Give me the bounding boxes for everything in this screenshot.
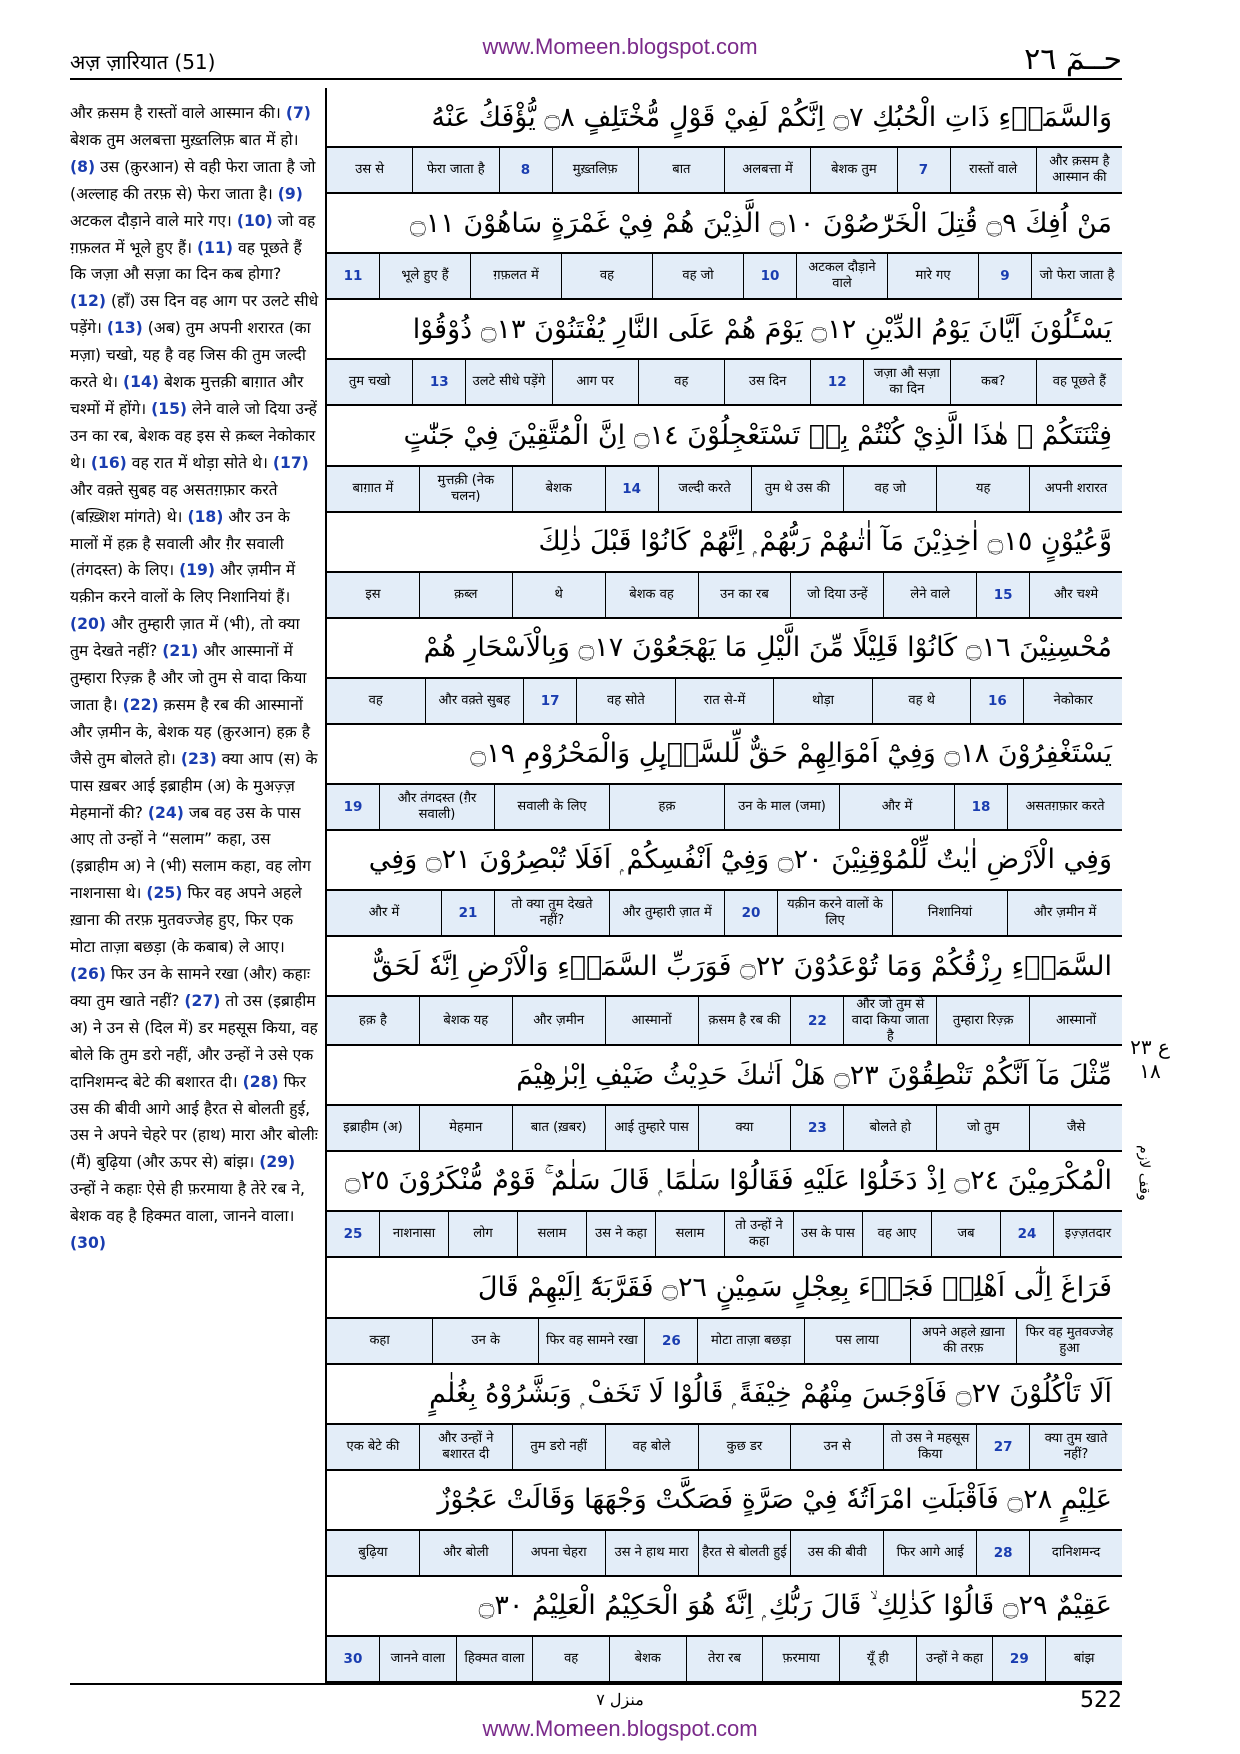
arabic-line (327, 619, 1122, 679)
word-cell: आई तुम्हारे पास (605, 1106, 698, 1150)
translation-text: और तुम्हारी ज़ात में (भी), तो क्या तुम देखते नहीं? (70, 615, 300, 661)
word-by-word-table (327, 88, 1122, 1683)
word-cell: बाग़ात में (352, 480, 394, 496)
arabic-line (327, 1152, 1122, 1212)
verse-number-cell: 16 (970, 679, 1023, 723)
word-cell: और में (368, 905, 400, 921)
word-cell: जैसे (1029, 1106, 1122, 1150)
word-cell: हक़ है (358, 1012, 387, 1028)
translation-text: (हाँ) उस दिन वह आग पर उलटे सीधे पड़ेंगे। (70, 292, 319, 338)
word-cell: हैरत से बोलती हुई (698, 1531, 791, 1575)
verse-number-cell: 10 (743, 254, 796, 298)
translation-column (70, 100, 320, 1680)
word-cell: बेशक यह (419, 997, 512, 1044)
word-cell: मुख़्तलिफ़ (552, 148, 638, 192)
word-cell: जब (931, 1212, 1000, 1256)
manzil-label: منزل ٧ (596, 1690, 644, 1709)
word-cell: यूँ ही (839, 1637, 916, 1681)
word-cell: वह पूछते हैं (1036, 360, 1122, 404)
word-cell: अपनी शरारत (1029, 467, 1122, 511)
word-cell: तुम्हारा रिज़्क़ (936, 997, 1029, 1044)
translation-text: फिर उस की बीवी आगे आई हैरत से बोलती हुई, उस ने अपने चेहरे पर (हाथ) मारा और बोलीः (मैं) बुढ़िया (और ऊपर से) बांझ। (70, 1072, 318, 1172)
arabic-line (327, 513, 1122, 573)
verse-number: (8) (70, 157, 96, 176)
word-cell: फिर वह मुतवज्जेह हुआ (1016, 1319, 1122, 1363)
word-cell: और ज़मीन में (1007, 891, 1122, 935)
word-cell: हिक्मत वाला (456, 1637, 533, 1681)
translation-text: और उन के मालों में हक़ है सवाली और ग़ैर सवाली (तंगदस्त) के लिए। (70, 507, 290, 580)
word-cell: पस लाया (804, 1319, 910, 1363)
word-cell: निशानियां (892, 891, 1007, 935)
verse-number-cell: 9 (978, 254, 1031, 298)
word-cell: आस्मानों (605, 997, 698, 1044)
translation-text: उस (क़ुरआन) से वही फेरा जाता है जो (अल्लाह की तरफ़ से) फेरा जाता है। (70, 157, 316, 203)
word-cell: वह (638, 360, 724, 404)
word-cell: इब्राहीम (अ) (343, 1120, 403, 1136)
arabic-line (327, 1471, 1122, 1531)
word-translation-row (327, 360, 1122, 406)
word-cell: बात (638, 148, 724, 192)
word-cell: रात से-में (675, 679, 774, 723)
translation-verse (70, 1180, 305, 1252)
word-cell: मोटा ताज़ा बछड़ा (697, 1319, 803, 1363)
word-cell: उन का रब (698, 573, 791, 617)
ruku-label: ع ٢٣ (1130, 1035, 1170, 1059)
word-cell: तो क्या तुम देखते नहीं? (494, 891, 609, 935)
verse-number: (7) (285, 104, 311, 122)
verse-number: (9) (277, 184, 303, 203)
word-cell: दानिशमन्द (1029, 1531, 1122, 1575)
translation-text: उन्हों ने कहाः ऐसे ही फ़रमाया है तेरे रब ने, बेशक वह है हिक्मत वाला, जानने वाला। (70, 1180, 306, 1226)
word-translation-row (327, 148, 1122, 194)
site-url-bottom[interactable]: www.Momeen.blogspot.com (482, 1716, 758, 1741)
arabic-line (327, 300, 1122, 360)
word-translation-row (327, 467, 1122, 513)
page-number: 522 (1080, 1688, 1122, 1713)
word-cell: और में (839, 785, 954, 829)
translation-text: फिर वह अपने अहले ख़ाना की तरफ़ मुतवज्जेह हुए, फिर एक मोटा ताज़ा बछड़ा (के कबाब) ले आए। (70, 884, 302, 957)
arabic-text: وَفِي الْاَرْضِ اٰيٰتٌ لِّلْمُوْقِنِيْنَ ۝٢٠ وَفِيْٓ اَنْفُسِكُمْ ۭ اَفَلَا تُبْصِرُوْنَ ۝٢١ وَفِي (368, 844, 1112, 876)
arabic-line (327, 1258, 1122, 1318)
word-cell: नाशनासा (379, 1212, 448, 1256)
translation-text: जो वह ग़फ़लत में भूले हुए हैं। (70, 211, 316, 257)
word-cell: उस की बीवी (790, 1531, 883, 1575)
word-cell: वह आए (862, 1212, 931, 1256)
verse-number: (16) (90, 453, 127, 472)
word-cell: अलबत्ता में (724, 148, 810, 192)
verse-number: (26) (70, 965, 106, 983)
arabic-line (327, 1577, 1122, 1637)
word-cell: अपने अहले ख़ाना की तरफ़ (910, 1319, 1016, 1363)
translation-text: क्या आप (स) के पास ख़बर आई इब्राहीम (अ) के मुअज़्ज़ मेहमानों की? (70, 749, 318, 822)
word-cell: और तंगदस्त (ग़ैर सवाली) (379, 785, 494, 829)
verse-number-cell: 11 (343, 268, 363, 285)
word-cell: एक बेटे की (346, 1438, 400, 1454)
word-cell: और ज़मीन (512, 997, 605, 1044)
word-cell: तुम डरो नहीं (512, 1425, 605, 1469)
word-cell: वह (561, 254, 652, 298)
verse-number-cell: 7 (897, 148, 950, 192)
word-translation-row (327, 679, 1122, 725)
word-translation-row (327, 573, 1122, 619)
word-cell: जज़ा औ सज़ा का दिन (863, 360, 949, 404)
word-cell: वह थे (872, 679, 971, 723)
word-cell: उन के माल (जमा) (724, 785, 839, 829)
arabic-text: عَقِيْمٌ ۝٢٩ قَالُوْا كَذٰلِكِ ۙ قَالَ رَبُّكِ ۭ اِنَّهٗ هُوَ الْحَكِيْمُ الْعَلِيْمُ ۝٣٠ (478, 1589, 1112, 1621)
arabic-line (327, 831, 1122, 891)
verse-number: (25) (146, 884, 183, 903)
arabic-line (327, 725, 1122, 785)
verse-number-cell: 14 (605, 467, 658, 511)
word-cell: सलाम (655, 1212, 724, 1256)
arabic-text: السَّمَاۗءِ رِزْقُكُمْ وَمَا تُوْعَدُوْنَ ۝٢٢ فَوَرَبِّ السَّمَاۗءِ وَالْاَرْضِ اِنَّهٗ لَحَقٌّ (372, 950, 1112, 982)
translation-verse (70, 104, 311, 122)
word-cell: बेशक (512, 467, 605, 511)
word-cell: उलटे सीधे पड़ेंगे (465, 360, 551, 404)
word-cell: आस्मानों (1029, 997, 1122, 1044)
word-cell: क्या (698, 1106, 791, 1150)
word-cell: मेहमान (419, 1106, 512, 1150)
arabic-text: اَلَا تَاْكُلُوْنَ ۝٢٧ فَاَوْجَسَ مِنْهُمْ خِيْفَةً ۭ قَالُوْا لَا تَخَفْ ۭ وَبَشَّرُوْهُ بِغُلٰمٍ (429, 1377, 1112, 1409)
verse-number: (17) (272, 453, 309, 472)
verse-number: (28) (242, 1072, 279, 1091)
translation-text: और क़सम है रास्तों वाले आस्मान की। (70, 104, 281, 122)
verse-number-cell: 13 (412, 360, 465, 404)
word-cell: क़सम है रब की (698, 997, 791, 1044)
juz-title: حــمٓ ٢٦ (1024, 42, 1122, 77)
verse-number: (12) (70, 292, 106, 311)
translation-text: बेशक मुत्तक़ी बाग़ात और चश्मों में होंगे। (70, 373, 304, 418)
arabic-text: وَالسَّمَاۗءِ ذَاتِ الْحُبُكِ ۝٧ اِنَّكُمْ لَفِيْ قَوْلٍ مُّخْتَلِفٍ ۝٨ يُّؤْفَكُ عَنْهُ (431, 101, 1112, 133)
ruku-count: ١٨ (1139, 1059, 1161, 1083)
arabic-line (327, 88, 1122, 148)
verse-number: (22) (122, 695, 159, 714)
translation-text: और ज़मीन में यक़ीन करने वालों के लिए निशानियां हैं। (70, 561, 296, 607)
word-cell: आग पर (552, 360, 638, 404)
waqf-marker: وقف لازم (1136, 1145, 1152, 1201)
verse-number: (11) (197, 238, 233, 257)
word-translation-row (327, 1637, 1122, 1683)
word-cell: उस के पास (793, 1212, 862, 1256)
arabic-text: يَسْتَغْفِرُوْنَ ۝١٨ وَفِيْٓ اَمْوَالِهِمْ حَقٌّ لِّلسَّاۗىِٕلِ وَالْمَحْرُوْمِ ۝١٩ (470, 738, 1112, 770)
verse-number-cell: 25 (343, 1226, 363, 1243)
word-cell: जानने वाला (379, 1637, 456, 1681)
word-cell: फेरा जाता है (412, 148, 498, 192)
verse-number-cell: 27 (976, 1425, 1029, 1469)
word-cell: और जो तुम से वादा किया जाता है (843, 997, 936, 1044)
verse-number-cell: 21 (441, 891, 494, 935)
word-cell: थोड़ा (773, 679, 872, 723)
translation-text: वह रात में थोड़ा सोते थे। (131, 453, 268, 472)
verse-number: (30) (70, 1234, 106, 1253)
word-cell: उन के (432, 1319, 538, 1363)
site-url-top[interactable]: www.Momeen.blogspot.com (482, 34, 758, 59)
word-translation-row (327, 1212, 1122, 1258)
word-translation-row (327, 785, 1122, 831)
verse-number: (23) (180, 749, 217, 768)
word-cell: असतग़फ़ार करते (1007, 785, 1122, 829)
word-cell: सलाम (517, 1212, 586, 1256)
word-cell: और वक़्ते सुबह (425, 679, 524, 723)
arabic-text: مِّثْلَ مَآ اَنَّكُمْ تَنْطِقُوْنَ ۝٢٣ هَلْ اَتٰىكَ حَدِيْثُ ضَيْفِ اِبْرٰهِيْمَ (516, 1059, 1112, 1091)
word-cell: बांझ (1045, 1637, 1122, 1681)
verse-number: (19) (179, 561, 216, 580)
arabic-text: فَرَاغَ اِلٰٓى اَهْلِهٖ فَجَاۗءَ بِعِجْلٍ سَمِيْنٍ ۝٢٦ فَقَرَّبَهٗٓ اِلَيْهِمْ قَالَ (477, 1272, 1112, 1304)
word-cell: सवाली के लिए (494, 785, 609, 829)
translation-text: क़सम है रब की आस्मानों और ज़मीन के, बेशक यह (क़ुरआन) हक़ है जैसे तुम बोलते हो। (70, 695, 311, 768)
surah-title: अज़ ज़ारियात (51) (70, 50, 216, 74)
word-cell: हक़ (609, 785, 724, 829)
verse-number: (10) (236, 211, 273, 230)
word-cell: यक़ीन करने वालों के लिए (777, 891, 892, 935)
translation-verse (70, 212, 278, 230)
word-cell: जो तुम (936, 1106, 1029, 1150)
verse-number: (21) (162, 642, 199, 661)
arabic-line (327, 1365, 1122, 1425)
word-cell: जो फेरा जाता है (1031, 254, 1122, 298)
word-cell: फिर वह सामने रखा (538, 1319, 644, 1363)
translation-text: जब वह उस के पास आए तो उन्हों ने “सलाम” कहा, उस (इब्राहीम अ) ने (भी) सलाम कहा, वह लोग नाशनासा थे। (70, 803, 311, 903)
word-cell: बेशक (609, 1637, 686, 1681)
verse-number-cell: 18 (954, 785, 1007, 829)
translation-text: और वक़्ते सुबह वह असतग़फ़ार करते (बख़्शिश मांगते) थे। (70, 480, 278, 526)
word-cell: वह सोते (576, 679, 675, 723)
word-cell: अपना चेहरा (512, 1531, 605, 1575)
word-cell: मारे गए (887, 254, 978, 298)
word-cell: थे (512, 573, 605, 617)
word-cell: तो उस ने महसूस किया (883, 1425, 976, 1469)
verse-number: (13) (106, 319, 143, 338)
word-cell: जो दिया उन्हें (790, 573, 883, 617)
verse-number-cell: 29 (992, 1637, 1045, 1681)
verse-number: (29) (259, 1153, 296, 1172)
word-cell: उस दिन (724, 360, 810, 404)
word-cell: फ़रमाया (762, 1637, 839, 1681)
word-cell: तो उन्हों ने कहा (724, 1212, 793, 1256)
word-cell: बेशक वह (605, 573, 698, 617)
verse-number-cell: 20 (724, 891, 777, 935)
word-cell: कहा (369, 1332, 390, 1348)
arabic-text: الْمُكْرَمِيْنَ ۝٢٤ اِذْ دَخَلُوْا عَلَيْهِ فَقَالُوْا سَلٰمًا ۭ قَالَ سَلٰمٌ ۚ قَوْمٌ مُّنْكَرُوْنَ ۝٢٥ (344, 1165, 1112, 1197)
word-cell: और बोली (419, 1531, 512, 1575)
translation-text: अटकल दौड़ाने वाले मारे गए। (70, 211, 232, 230)
translation-text: (अब) तुम अपनी शरारत (का मज़ा) चखो, यह है वह जिस की तुम जल्दी करते थे। (70, 319, 311, 392)
verse-number: (20) (70, 615, 106, 634)
word-cell: ग़फ़लत में (470, 254, 561, 298)
word-cell: तुम थे उस की (751, 467, 844, 511)
translation-text: वह पूछते हैं कि जज़ा औ सज़ा का दिन कब होगा? (70, 238, 302, 284)
word-cell: बेशक तुम (810, 148, 896, 192)
ruku-marker (1128, 1035, 1172, 1083)
word-cell: उन्हों ने कहा (916, 1637, 993, 1681)
arabic-line (327, 1046, 1122, 1106)
word-cell: क़ब्ल (419, 573, 512, 617)
translation-verse (70, 158, 315, 203)
word-cell: और क़सम है आस्मान की (1036, 148, 1122, 192)
word-cell: उन से (790, 1425, 883, 1469)
word-cell: और चश्मे (1029, 573, 1122, 617)
translation-text: बेशक तुम अलबत्ता मुख़्तलिफ़ बात में हो। (70, 130, 299, 149)
arabic-line (327, 194, 1122, 254)
word-cell: इज़्ज़तदार (1053, 1212, 1122, 1256)
translation-verse (132, 454, 309, 472)
word-cell: और तुम्हारी ज़ात में (609, 891, 724, 935)
word-cell: वह (368, 692, 383, 708)
word-cell: कुछ डर (698, 1425, 791, 1469)
verse-number-cell: 19 (343, 798, 363, 815)
word-cell: मुत्तक़ी (नेक चलन) (419, 467, 512, 511)
verse-number-cell: 22 (790, 997, 843, 1044)
translation-text: फिर उन के सामने रखा (और) कहाः क्या तुम खाते नहीं? (70, 965, 310, 1010)
verse-number: (24) (147, 803, 184, 822)
word-cell: रास्तों वाले (950, 148, 1036, 192)
word-translation-row (327, 1319, 1122, 1365)
arabic-text: يَسْـَٔلُوْنَ اَيَّانَ يَوْمُ الدِّيْنِ ۝١٢ يَوْمَ هُمْ عَلَى النَّارِ يُفْتَنُوْنَ ۝١٣ ذُوْقُوْا (412, 313, 1112, 345)
word-cell: क्या तुम खाते नहीं? (1029, 1425, 1122, 1469)
verse-number: (14) (123, 373, 160, 392)
verse-number: (18) (187, 507, 224, 526)
verse-number-cell: 12 (810, 360, 863, 404)
word-cell: बुढ़िया (358, 1544, 388, 1560)
word-cell: यह (936, 467, 1029, 511)
word-cell: उस से (355, 162, 385, 178)
word-cell: वह जो (652, 254, 743, 298)
word-cell: लोग (448, 1212, 517, 1256)
header-rule (70, 78, 1122, 80)
word-cell: कब? (950, 360, 1036, 404)
word-cell: वह बोले (605, 1425, 698, 1469)
verse-number-cell: 15 (976, 573, 1029, 617)
verse-number-cell: 30 (343, 1651, 363, 1668)
verse-number: (27) (184, 991, 221, 1010)
arabic-line (327, 406, 1122, 466)
word-translation-row (327, 997, 1122, 1046)
arabic-text: فِتْنَتَكُمْ ۭ هٰذَا الَّذِيْ كُنْتُمْ بِهٖ تَسْتَعْجِلُوْنَ ۝١٤ اِنَّ الْمُتَّقِيْنَ فِيْ جَنّٰتٍ (403, 420, 1112, 451)
word-cell: फिर आगे आई (883, 1531, 976, 1575)
word-translation-row (327, 254, 1122, 300)
word-cell: भूले हुए हैं (379, 254, 470, 298)
translation-text: और आस्मानों में तुम्हारा रिज़्क़ है और जो तुम से वादा किया जाता है। (70, 642, 307, 714)
arabic-text: عَلِيْمٍ ۝٢٨ فَاَقْبَلَتِ امْرَاَتُهٗ فِيْ صَرَّةٍ فَصَكَّتْ وَجْهَهَا وَقَالَتْ عَجُوْزٌ (437, 1484, 1112, 1516)
word-cell: और उन्हों ने बशारत दी (419, 1425, 512, 1469)
word-cell: उस ने हाथ मारा (605, 1531, 698, 1575)
word-cell: तेरा रब (686, 1637, 763, 1681)
word-cell: अटकल दौड़ाने वाले (796, 254, 887, 298)
word-cell: बात (ख़बर) (512, 1106, 605, 1150)
word-cell: बोलते हो (843, 1106, 936, 1150)
word-cell: वह जो (843, 467, 936, 511)
arabic-text: مَنْ اُفِكَ ۝٩ قُتِلَ الْخَرّٰصُوْنَ ۝١٠ الَّذِيْنَ هُمْ فِيْ غَمْرَةٍ سَاهُوْنَ ۝١١ (409, 207, 1112, 239)
verse-number-cell: 23 (790, 1106, 843, 1150)
translation-text: लेने वाले जो दिया उन्हें उन का रब, बेशक वह इस से क़ब्ल नेकोकार थे। (70, 399, 317, 472)
word-translation-row (327, 1106, 1122, 1152)
verse-number-cell: 17 (523, 679, 576, 723)
word-cell: इस (365, 586, 381, 602)
word-translation-row (327, 891, 1122, 937)
verse-number-cell: 8 (499, 148, 552, 192)
verse-number-cell: 26 (644, 1319, 697, 1363)
arabic-text: وَّعُيُوْنٍ ۝١٥ اٰخِذِيْنَ مَآ اٰتٰىهُمْ رَبُّهُمْ ۭ اِنَّهُمْ كَانُوْا قَبْلَ ذٰلِكَ (538, 525, 1112, 557)
word-cell: जल्दी करते (658, 467, 751, 511)
word-cell: तुम चखो (348, 374, 391, 390)
translation-text: तो उस (इब्राहीम अ) ने उन से (दिल में) डर महसूस किया, वह बोले कि तुम डरो नहीं, और उन्हों ने उसे एक दानिशमन्द बेटे की बशारत दी। (70, 991, 318, 1091)
word-translation-row (327, 1425, 1122, 1471)
arabic-line (327, 937, 1122, 997)
word-translation-row (327, 1531, 1122, 1577)
word-cell: वह (532, 1637, 609, 1681)
footer-rule (70, 1683, 1122, 1685)
verse-number-cell: 24 (1000, 1212, 1053, 1256)
arabic-text: مُحْسِنِيْنَ ۝١٦ كَانُوْا قَلِيْلًا مِّنَ الَّيْلِ مَا يَهْجَعُوْنَ ۝١٧ وَبِالْاَسْحَارِ هُمْ (423, 632, 1112, 664)
verse-number-cell: 28 (976, 1531, 1029, 1575)
word-cell: नेकोकार (1023, 679, 1122, 723)
word-cell: उस ने कहा (586, 1212, 655, 1256)
word-cell: लेने वाले (883, 573, 976, 617)
verse-number: (15) (151, 399, 188, 418)
